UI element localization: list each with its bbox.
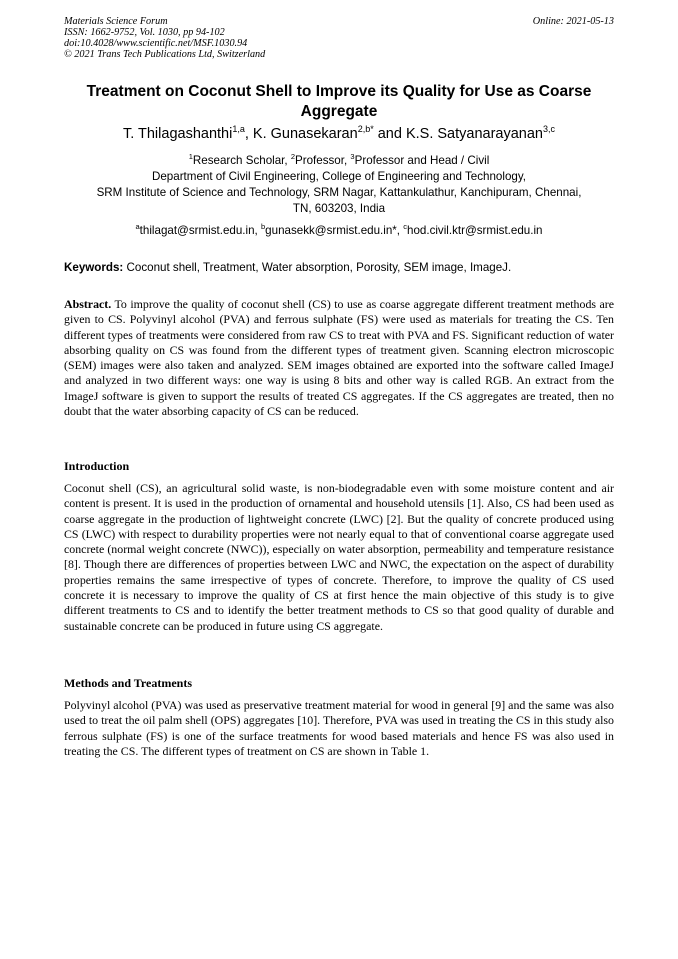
title-line-2: Aggregate xyxy=(300,103,378,120)
author-2: , K. Gunasekaran xyxy=(244,126,358,142)
email-a[interactable]: thilagat@srmist.edu.in, xyxy=(139,224,261,237)
email-c[interactable]: hod.civil.ktr@srmist.edu.in xyxy=(407,224,543,237)
affiliations xyxy=(40,153,638,217)
author-emails xyxy=(40,224,638,238)
methods-heading: Methods and Treatments xyxy=(64,676,193,690)
affil-mark-2: 2 xyxy=(290,152,295,162)
introduction-text: Coconut shell (CS), an agricultural solid waste, is non-biodegradable even with some moisture content and air content is present. It is used in the production of ornamental and household utensils [1]. Also, CS had been used as coarse aggregate in the production of lightweight concrete (LWC) [2]. But the quality of concrete produced using CS (LWC) with respect to durability properties were not nearly equal to that of conventional coarse aggregate used concrete (normal weight concrete (NWC)), especially on water absorption, permeability and temperature resistance [8]. Though there are differences of properties between LWC and NWC, the expectation on the aspect of durability properties remains the same irrespective of types of concrete. Therefore, to improve the quality of CS used concrete it is necessary to improve the quality of CS at first hence the main objective of this study is to give different treatments to CS and to identify the better treatment methods to CS so that good quality of durable and sustainable concrete can be produced in future using CS aggregate. xyxy=(64,481,614,633)
journal-header xyxy=(64,16,265,60)
email-mark-b: b xyxy=(261,222,266,232)
journal-issn: ISSN: 1662-9752, Vol. 1030, pp 94-102 xyxy=(64,27,225,38)
affil-mark-3: 3 xyxy=(350,152,355,162)
journal-name: Materials Science Forum xyxy=(64,16,168,27)
author-3: and K.S. Satyanarayanan xyxy=(373,126,543,142)
author-list xyxy=(40,125,638,143)
online-date: Online: 2021-05-13 xyxy=(532,16,614,27)
methods-text: Polyvinyl alcohol (PVA) was used as preservative treatment material for wood in general [9] and the same was also used to treat the oil palm shell (OPS) aggregates [10]. Therefore, PVA was used in treating the CS in this study also ferrous sulphate (FS) is one of the surface treatments for wood based materials and hence FS was also used in treating the CS. The different types of treatment on CS are shown in Table 1. xyxy=(64,698,614,758)
author-3-affil: 3,c xyxy=(543,124,556,135)
affiliation-roles xyxy=(40,153,638,169)
author-1-affil: 1,a xyxy=(232,124,245,135)
affiliation-institute: SRM Institute of Science and Technology, SRM Nagar, Kattankulathur, Kanchipuram, Chennai, xyxy=(96,186,582,199)
abstract-label: Abstract. xyxy=(64,297,112,311)
affil-role-2: Professor, xyxy=(295,154,351,167)
journal-doi[interactable]: doi:10.4028/www.scientific.net/MSF.1030.94 xyxy=(64,38,248,49)
email-b[interactable]: gunasekk@srmist.edu.in*, xyxy=(265,224,404,237)
email-mark-c: c xyxy=(403,222,407,232)
affil-role-1: Research Scholar, xyxy=(192,154,291,167)
author-2-affil: 2,b* xyxy=(357,124,374,135)
author-1: T. Thilagashanthi xyxy=(122,126,233,142)
abstract-text: To improve the quality of coconut shell (CS) to use as coarse aggregate different treatment methods are given to CS. Polyvinyl alcohol (PVA) and ferrous sulphate (FS) were used as materials for treating the CS. Ten different types of treatments were considered from raw CS to treat with PVA and FS. Significant reduction of water absorbing quality on CS was found from the different types of treatment given. Scanning electron microscopic (SEM) images were also taken and analyzed. SEM images obtained are exported into the software called ImageJ and analyzed in two different ways: one way is using 8 bits and other way is called RGB. An extract from the ImageJ software is given to support the results of treated CS aggregates. If the CS aggregates are treated, then no doubt that the water absorbing capacity of CS can be reduced. xyxy=(64,297,614,419)
email-mark-a: a xyxy=(135,222,140,232)
affil-mark-1: 1 xyxy=(188,152,193,162)
journal-copyright: © 2021 Trans Tech Publications Ltd, Switzerland xyxy=(64,49,266,60)
keywords-text: Coconut shell, Treatment, Water absorption, Porosity, SEM image, ImageJ. xyxy=(123,261,512,274)
affiliation-location: TN, 603203, India xyxy=(292,202,386,215)
affiliation-department: Department of Civil Engineering, College of Engineering and Technology, xyxy=(151,170,527,183)
introduction-heading: Introduction xyxy=(64,459,130,473)
keywords xyxy=(64,261,624,275)
affil-role-3: Professor and Head / Civil xyxy=(354,154,490,167)
title-line-1: Treatment on Coconut Shell to Improve its Quality for Use as Coarse xyxy=(86,83,592,100)
paper-title xyxy=(70,82,608,122)
abstract xyxy=(64,297,614,419)
keywords-label: Keywords: xyxy=(64,261,124,274)
